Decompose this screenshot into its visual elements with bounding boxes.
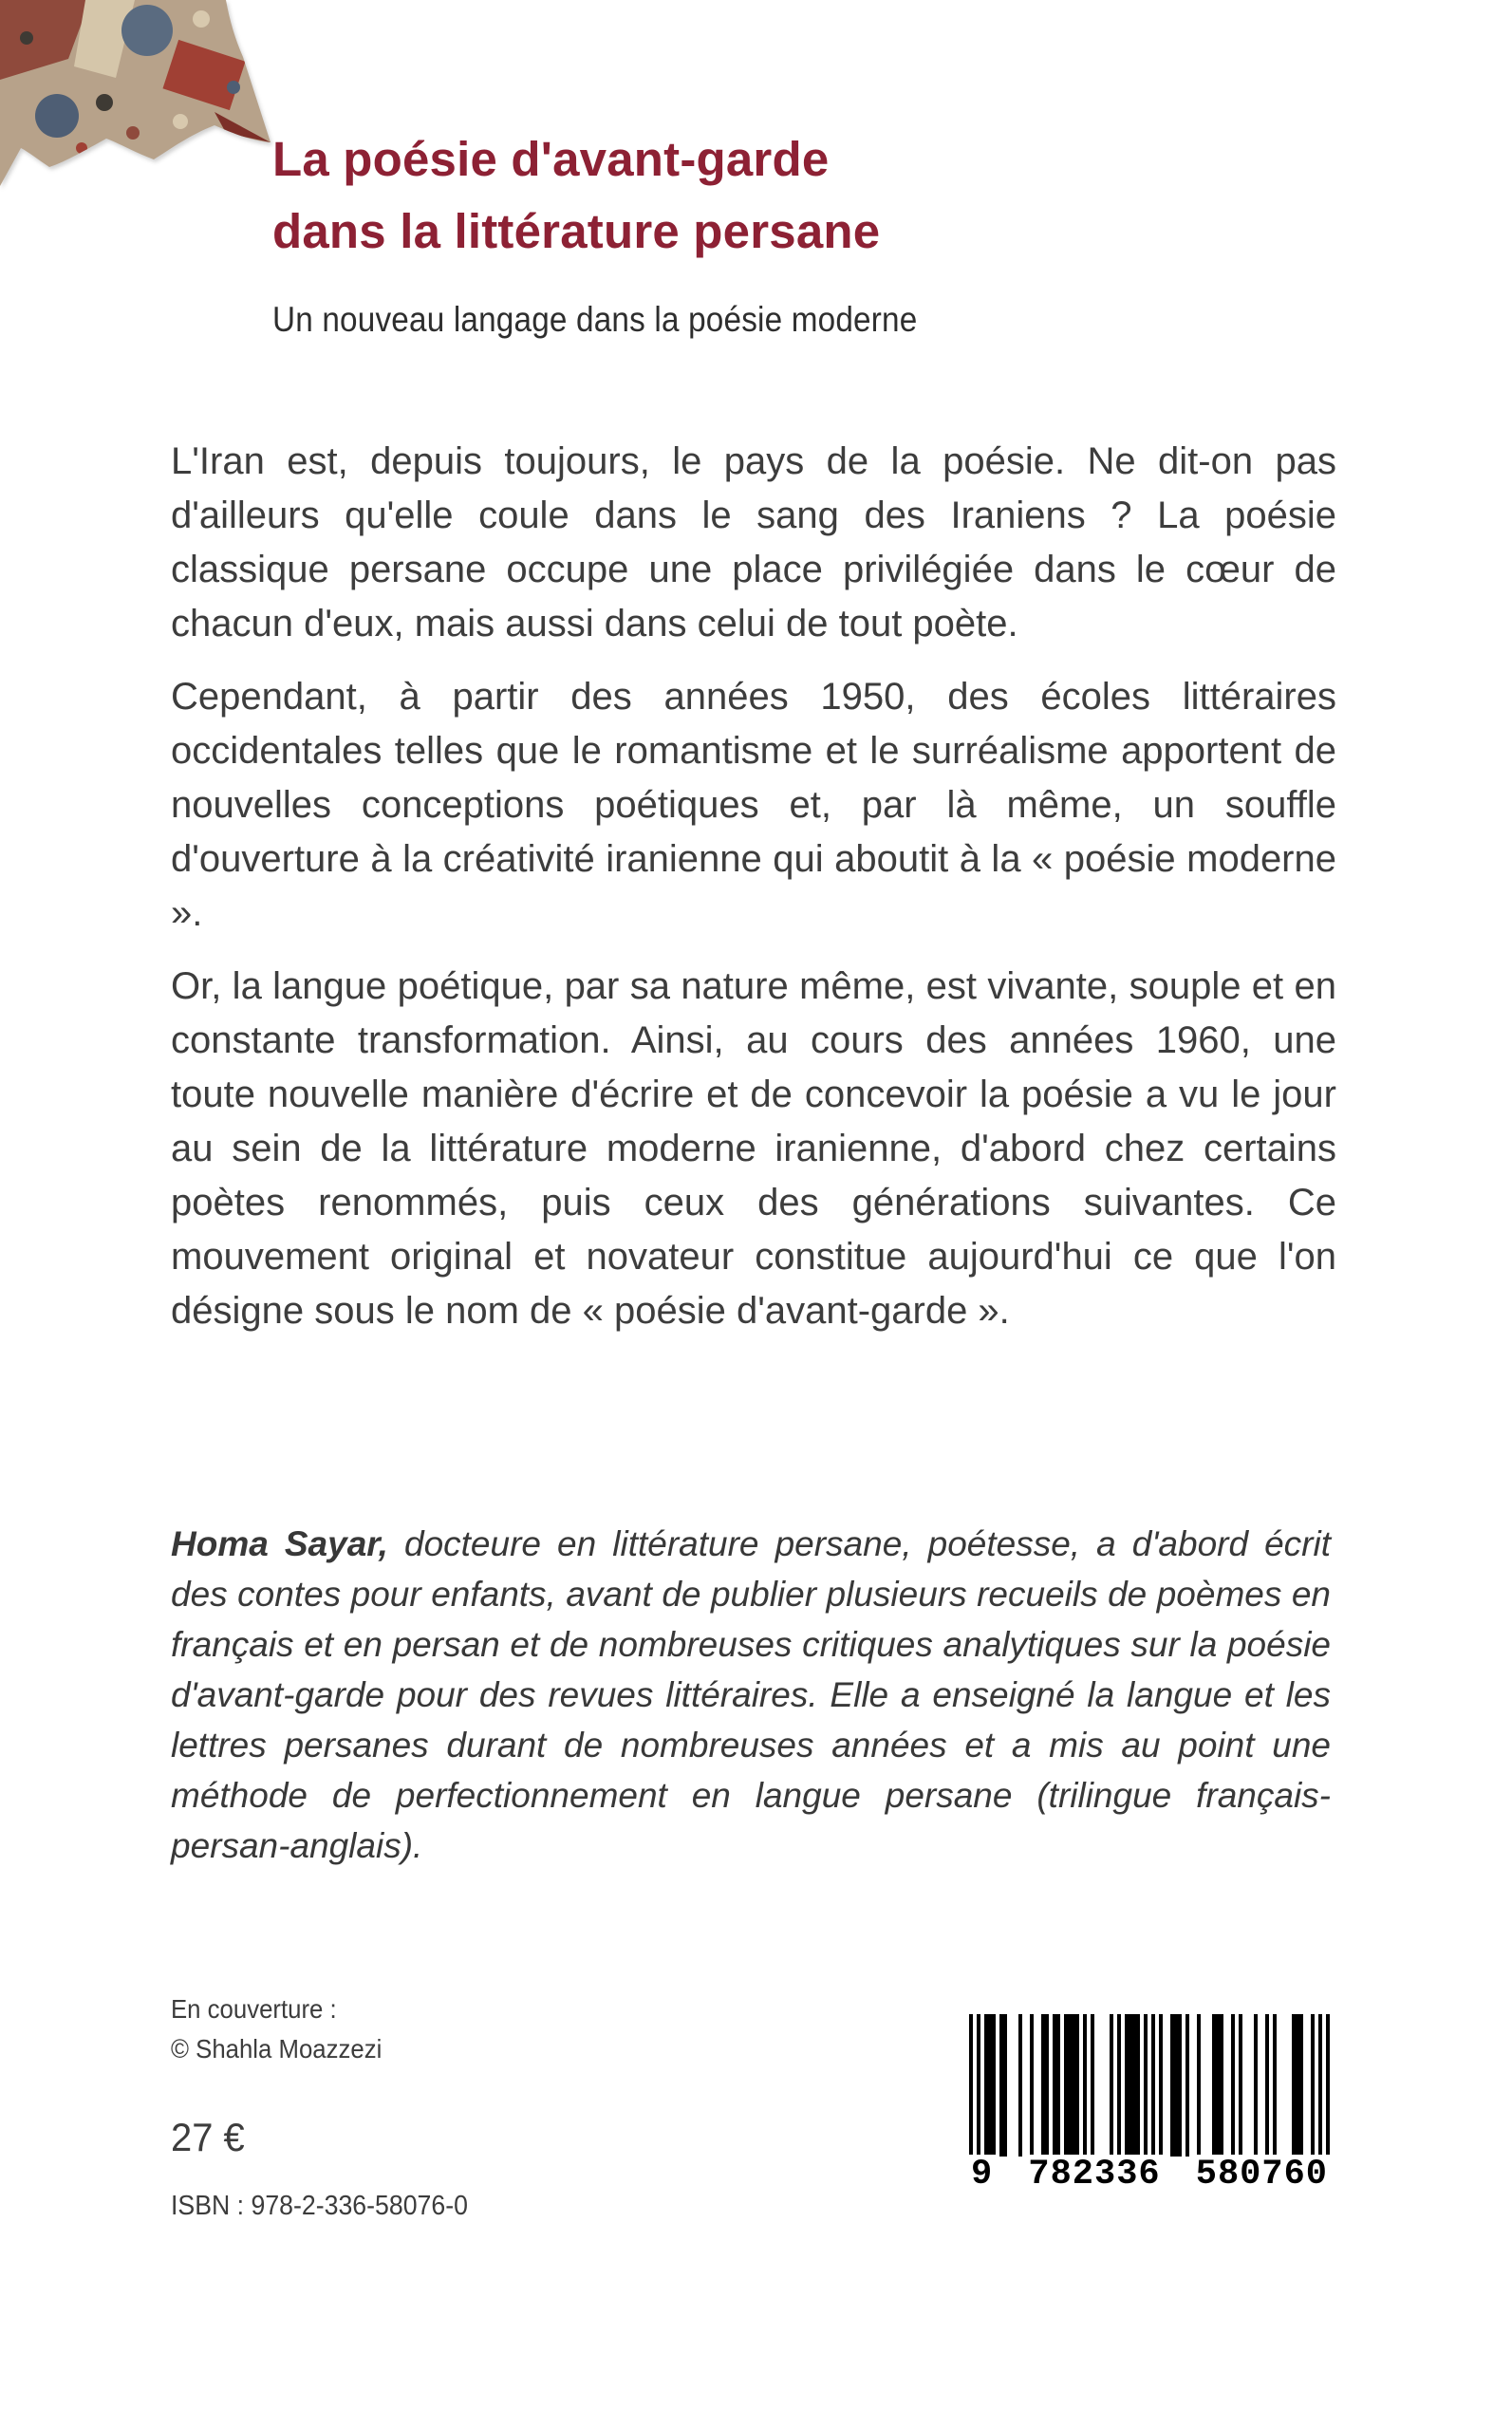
book-subtitle: Un nouveau langage dans la poésie moderne [272,300,918,339]
barcode-digit-group-2: 782336 [1025,2155,1163,2194]
cover-credit-label: En couverture : [171,1994,337,2024]
synopsis-paragraph-3: Or, la langue poétique, par sa nature même, est vivante, souple et en constante transformation. Ainsi, au cours des années 1960, une toute nouvelle manière d'écrire et de concevoir la poésie a vu le jour au sein de la littérature moderne iranienne, d'abord chez certains poètes renommés, puis ceux des générations suivantes. Ce mouvement original et novateur constitue aujourd'hui ce que l'on désigne sous le nom de « poésie d'avant-garde ». [171,965,1336,1332]
barcode-number [968,2155,1331,2194]
cover-credit [171,1989,382,2069]
book-title [272,123,1127,268]
author-bio-text: docteure en littérature persane, poétesse, a d'abord écrit des contes pour enfants, avant de publier plusieurs recueils de poèmes en français et en persan et de nombreuses critiques analytiques sur la poésie d'avant-garde pour des revues littéraires. Elle a enseigné la langue et les lettres persanes durant de nombreuses années et a mis au point une méthode de perfectionnement en langue persane (trilingue français-persan-anglais). [171,1524,1332,1865]
book-title-line2: dans la littérature persane [272,204,881,258]
cover-credit-artist: © Shahla Moazzezi [171,2034,383,2064]
corner-art-decoration-icon [0,0,285,204]
book-title-line1: La poésie d'avant-garde [272,132,830,186]
synopsis [171,435,1336,1338]
synopsis-paragraph-2: Cependant, à partir des années 1950, des écoles littéraires occidentales telles que le romantisme et le surréalisme apportent de nouvelles conceptions poétiques et, par là même, un souffle d'ouverture à la créativité iranienne qui aboutit à la « poésie moderne ». [171,676,1336,934]
synopsis-paragraph-1: L'Iran est, depuis toujours, le pays de la poésie. Ne dit-on pas d'ailleurs qu'elle coule dans le sang des Iraniens ? La poésie classique persane occupe une place privilégiée dans le cœur de chacun d'eux, mais aussi dans celui de tout poète. [171,440,1336,644]
isbn: ISBN : 978-2-336-58076-0 [171,2191,468,2221]
price: 27 € [171,2115,245,2159]
barcode-digit-group-3: 580760 [1193,2155,1331,2194]
author-name: Homa Sayar, [171,1524,388,1563]
author-bio [171,1519,1331,1871]
barcode [968,2014,1331,2232]
barcode-digit-group-1: 9 [968,2155,996,2194]
